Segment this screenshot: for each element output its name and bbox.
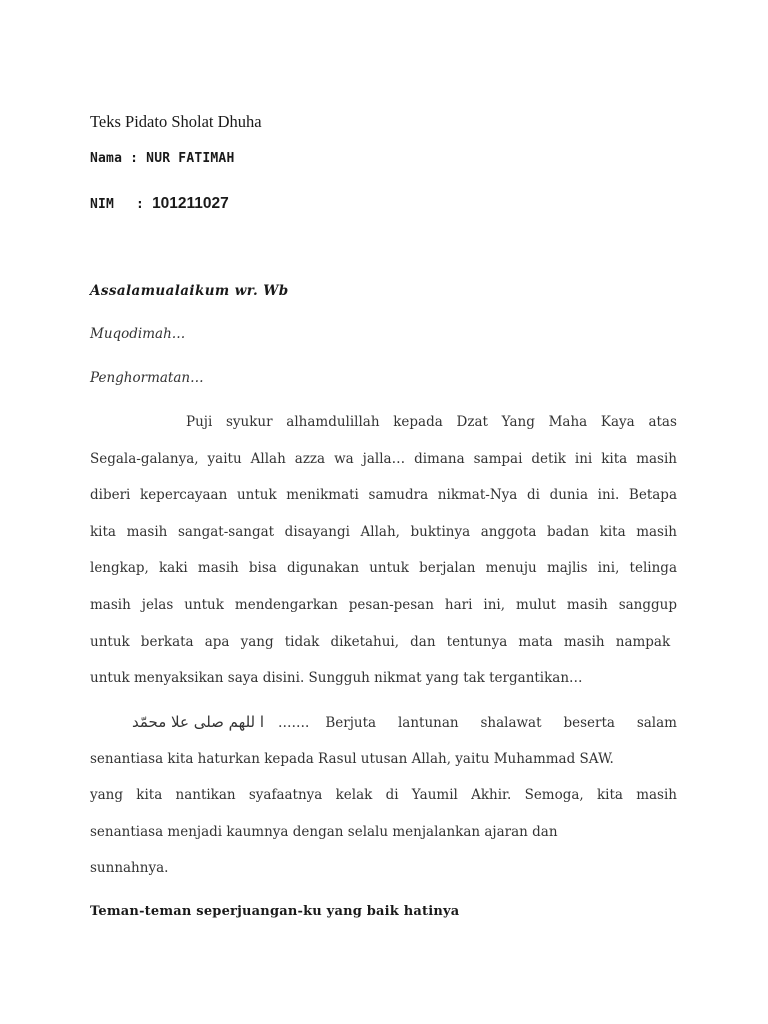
paragraph-shalawat [90,704,677,887]
nim-separator: : [136,197,145,212]
word: kepada [393,414,443,430]
paragraph-line: yang kita nantikan syafaatnya kelak di Yaumil Akhir. Semoga, kita masih [90,787,677,804]
paragraph-line: untuk menyaksikan saya disini. Sungguh nikmat yang tak tergantikan… [90,670,583,687]
word: Yang [501,414,535,430]
word: salam [636,715,677,731]
line-words [317,705,677,742]
paragraph-line: lengkap, kaki masih bisa digunakan untuk berjalan menuju majlis ini, telinga [90,560,677,577]
word: shalawat [480,715,542,731]
nim-label: NIM [90,197,115,212]
paragraph-line [90,404,677,441]
word: atas [648,414,677,430]
word: Kaya [600,414,635,430]
arabic-shalawat: ا للهم صلى علا محمّد [132,713,265,731]
paragraph-line: diberi kepercayaan untuk menikmati samudra nikmat-Nya di dunia ini. Betapa [90,487,677,504]
paragraph-line [90,704,677,741]
paragraph-line: masih jelas untuk mendengarkan pesan-pesan hari ini, mulut masih sanggup [90,596,677,613]
document-title: Teks Pidato Sholat Dhuha [90,112,262,131]
word: Maha [548,414,588,430]
paragraph-line: Segala-galanya, yaitu Allah azza wa jalla… dimana sampai detik ini kita masih [90,450,677,467]
ellipsis-dots: ……. [278,715,310,731]
penghormatan-label: Penghormatan… [90,370,204,386]
greeting: Assalamualaikum wr. Wb [90,283,289,299]
paragraph-gratitude [90,404,677,697]
section-heading: Teman-teman seperjuangan-ku yang baik hatinya [90,904,460,919]
nim-value: 101211027 [152,195,229,212]
paragraph-line: senantiasa kita haturkan kepada Rasul utusan Allah, yaitu Muhammad SAW. [90,750,614,767]
paragraph-line: untuk berkata apa yang tidak diketahui, dan tentunya mata masih nampak [90,633,671,650]
word: syukur [226,414,273,430]
word: alhamdulillah [286,414,380,430]
word: beserta [563,715,615,731]
muqodimah-label: Muqodimah… [90,326,186,342]
word: Dzat [456,414,488,430]
word: lantunan [397,715,459,731]
word: Berjuta [325,715,377,731]
paragraph-line: sunnahnya. [90,860,169,877]
paragraph-line: kita masih sangat-sangat disayangi Allah, buktinya anggota badan kita masih [90,523,677,540]
word: Puji [186,414,213,430]
student-nim [90,195,229,213]
student-name: Nama : NUR FATIMAH [90,151,235,166]
paragraph-line: senantiasa menjadi kaumnya dengan selalu menjalankan ajaran dan [90,823,558,840]
